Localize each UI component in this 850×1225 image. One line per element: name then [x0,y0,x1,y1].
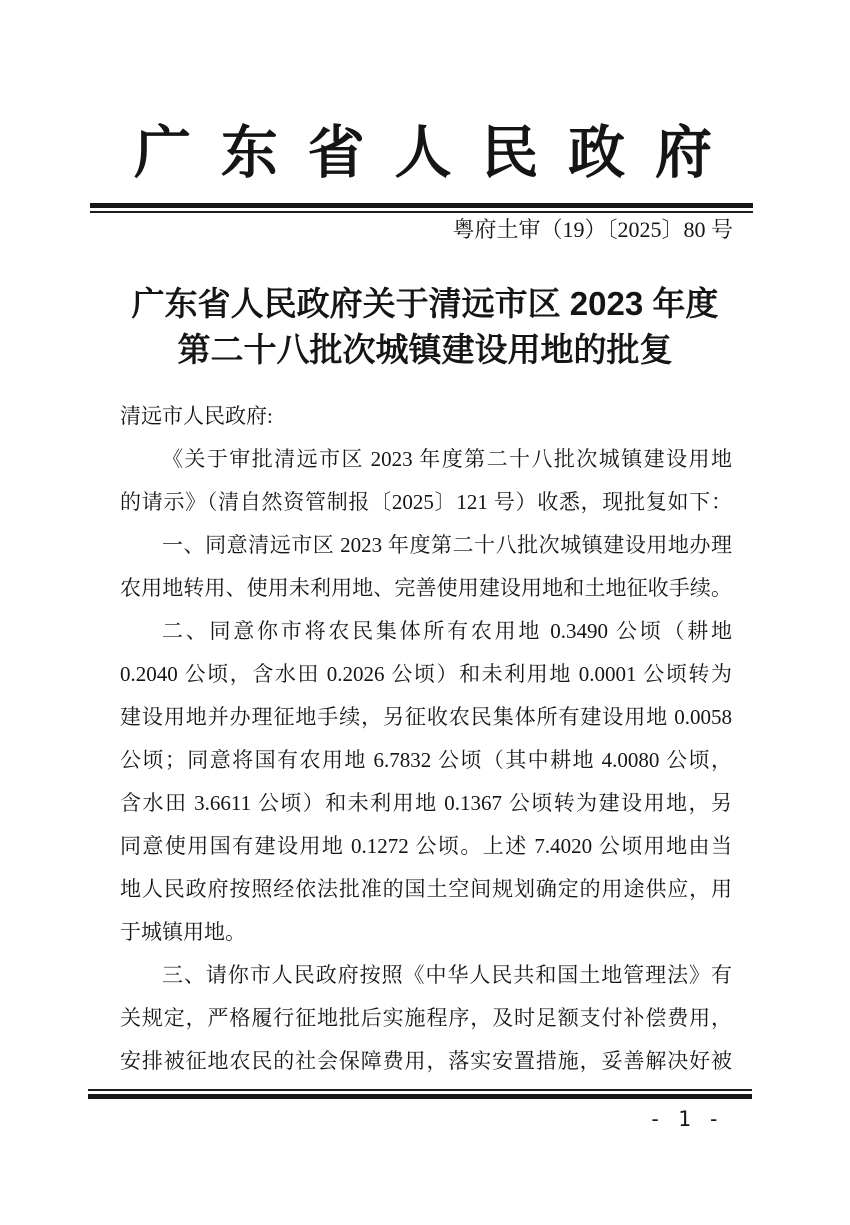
document-title-line2: 第二十八批次城镇建设用地的批复 [177,331,673,368]
org-char: 民 [481,122,539,185]
org-char: 府 [654,122,712,185]
body-line: 地人民政府按照经依法批准的国土空间规划确定的用途供应，用 [120,877,732,901]
letterhead-org-name [134,124,712,184]
body-line: 三、请你市人民政府按照《中华人民共和国土地管理法》有 [162,963,732,987]
body-line: 0.2040 公顷，含水田 0.2026 公顷）和未利用地 0.0001 公顷转为 [120,662,732,686]
body-line: 农用地转用、使用未利用地、完善使用建设用地和土地征收手续。 [120,576,732,600]
body-line: 建设用地并办理征地手续，另征收农民集体所有建设用地 0.0058 [120,705,732,729]
document-body [120,395,732,1083]
body-line: 同意使用国有建设用地 0.1272 公顷。上述 7.4020 公顷用地由当 [120,834,732,858]
page-number: - 1 - [648,1107,722,1131]
body-line: 含水田 3.6611 公顷）和未利用地 0.1367 公顷转为建设用地，另 [120,791,733,815]
body-line: 的请示》（清自然资管制报〔2025〕121 号）收悉，现批复如下： [120,490,732,514]
body-line: 安排被征地农民的社会保障费用，落实安置措施，妥善解决好被 [120,1049,732,1073]
org-char: 政 [568,122,626,185]
body-line: 公顷；同意将国有农用地 6.7832 公顷（其中耕地 4.0080 公顷， [120,748,732,772]
document-title-line1: 广东省人民政府关于清远市区 2023 年度 [131,285,719,322]
header-double-rule [90,203,753,213]
body-line: 一、同意清远市区 2023 年度第二十八批次城镇建设用地办理 [162,533,732,557]
body-line: 关规定，严格履行征地批后实施程序，及时足额支付补偿费用， [120,1006,732,1030]
salutation: 清远市人民政府: [120,404,273,428]
org-char: 人 [394,122,452,185]
document-number: 粤府土审（19）〔2025〕80 号 [452,217,733,242]
org-char: 省 [307,122,365,185]
document-title [0,281,850,373]
body-line: 二、同意你市将农民集体所有农用地 0.3490 公顷（耕地 [162,619,732,643]
body-line: 《关于审批清远市区 2023 年度第二十八批次城镇建设用地 [162,447,732,471]
org-char: 广 [134,122,191,185]
body-line: 于城镇用地。 [120,920,246,944]
footer-double-rule [88,1089,752,1099]
org-char: 东 [220,122,278,185]
